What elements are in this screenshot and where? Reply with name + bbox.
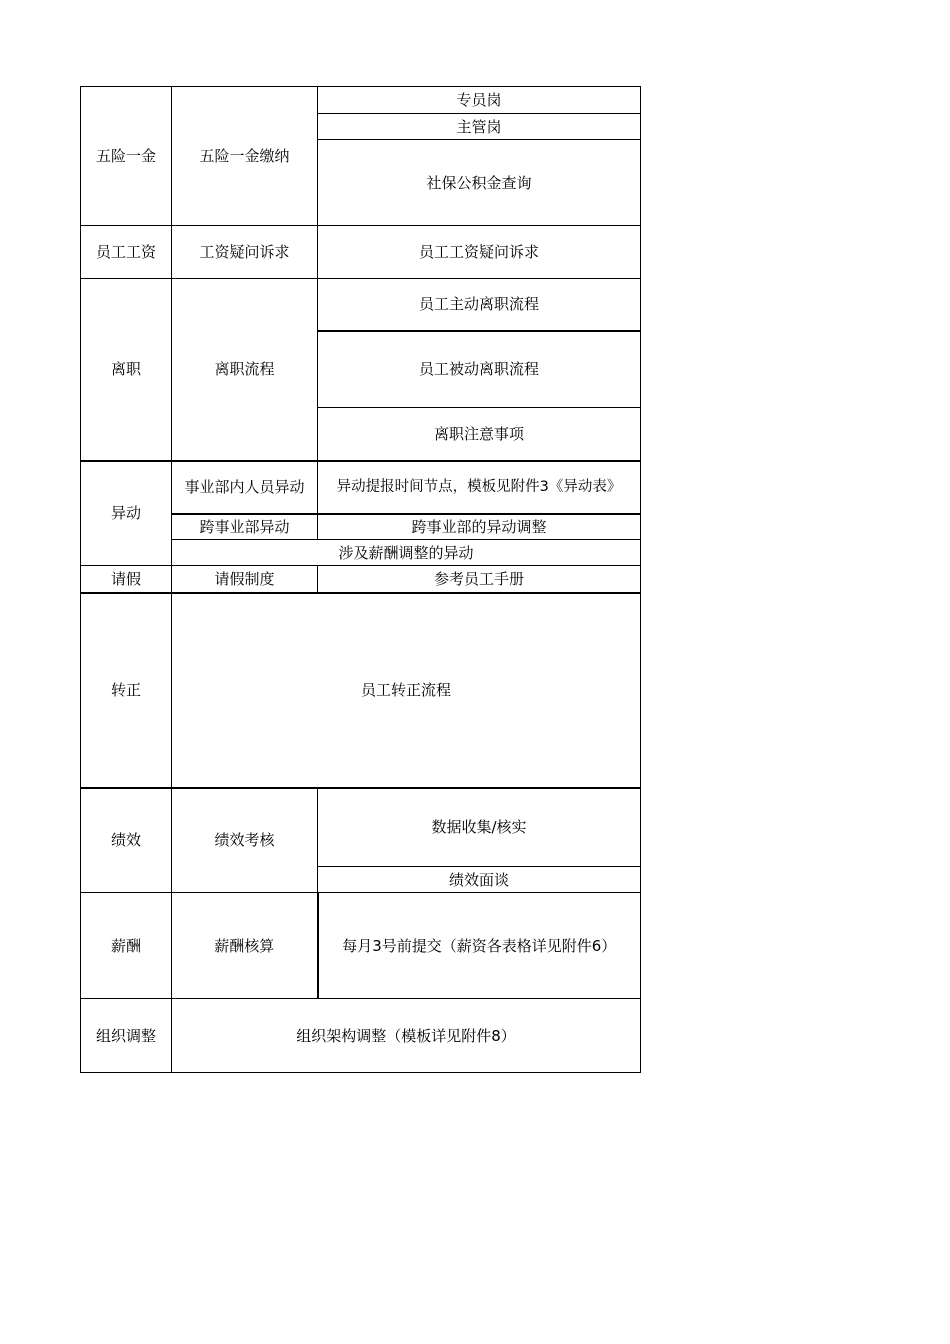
item-internal-transfer: 事业部内人员异动	[172, 461, 318, 514]
detail-specialist: 专员岗	[318, 87, 641, 114]
table-row	[81, 226, 641, 279]
category-probation: 转正	[81, 593, 172, 788]
category-transfer: 异动	[81, 461, 172, 566]
detail-cross-division-transfer: 跨事业部的异动调整	[318, 514, 641, 540]
category-performance: 绩效	[81, 788, 172, 893]
detail-supervisor: 主管岗	[318, 114, 641, 140]
item-cross-division-transfer: 跨事业部异动	[172, 514, 318, 540]
detail-org-structure-adjustment: 组织架构调整（模板详见附件8）	[172, 999, 641, 1073]
category-leave: 请假	[81, 566, 172, 593]
detail-social-fund-query: 社保公积金查询	[318, 140, 641, 226]
table-row	[81, 999, 641, 1073]
detail-resignation-notes: 离职注意事项	[318, 408, 641, 461]
detail-voluntary-resignation: 员工主动离职流程	[318, 279, 641, 331]
detail-probation-process: 员工转正流程	[172, 593, 641, 788]
category-org-adjustment: 组织调整	[81, 999, 172, 1073]
item-social-insurance-payment: 五险一金缴纳	[172, 87, 318, 226]
detail-payroll-deadline: 每月3号前提交（薪资各表格详见附件6）	[318, 893, 641, 999]
table-row	[81, 893, 641, 999]
hr-process-table	[80, 86, 641, 1073]
table-row	[81, 566, 641, 593]
detail-data-collection: 数据收集/核实	[318, 788, 641, 867]
item-leave-policy: 请假制度	[172, 566, 318, 593]
item-salary-inquiry: 工资疑问诉求	[172, 226, 318, 279]
item-performance-review: 绩效考核	[172, 788, 318, 893]
table-row	[81, 87, 641, 114]
table-row	[81, 279, 641, 331]
detail-involuntary-resignation: 员工被动离职流程	[318, 331, 641, 408]
table-row	[81, 461, 641, 514]
table-row	[81, 593, 641, 788]
item-payroll: 薪酬核算	[172, 893, 318, 999]
detail-salary-related-transfer: 涉及薪酬调整的异动	[172, 540, 641, 566]
category-resignation: 离职	[81, 279, 172, 461]
detail-employee-handbook: 参考员工手册	[318, 566, 641, 593]
detail-performance-interview: 绩效面谈	[318, 867, 641, 893]
item-resignation-process: 离职流程	[172, 279, 318, 461]
category-compensation: 薪酬	[81, 893, 172, 999]
detail-internal-transfer: 异动提报时间节点，模板见附件3《异动表》	[318, 461, 641, 514]
category-social-insurance: 五险一金	[81, 87, 172, 226]
detail-salary-inquiry: 员工工资疑问诉求	[318, 226, 641, 279]
category-salary: 员工工资	[81, 226, 172, 279]
table-row	[81, 788, 641, 867]
